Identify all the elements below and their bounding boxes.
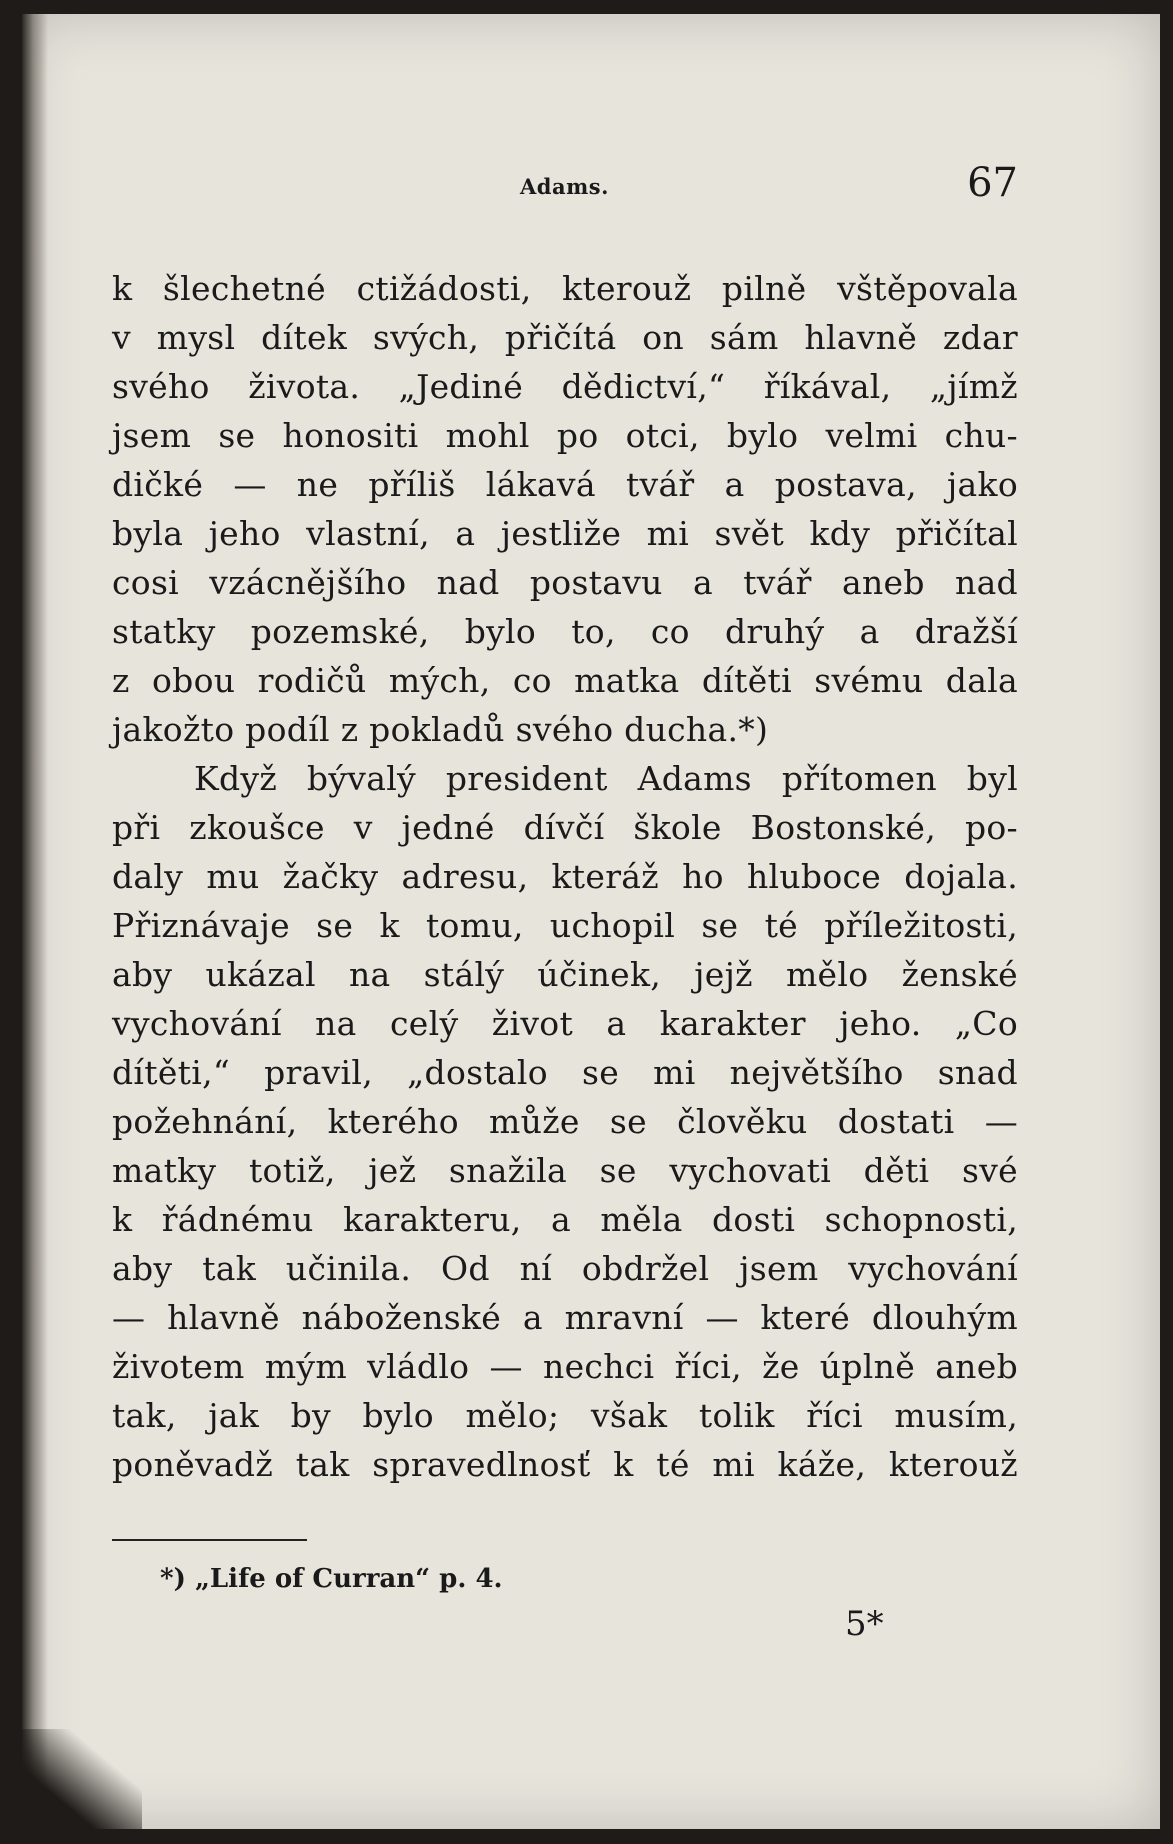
text-line: životem mým vládlo — nechci říci, že úplně aneb <box>112 1347 1018 1386</box>
footnote-rule <box>112 1539 307 1541</box>
text-line: cosi vzácnějšího nad postavu a tvář aneb nad <box>112 563 1018 602</box>
page-corner-shadow <box>22 1729 142 1829</box>
text-line: statky pozemské, bylo to, co druhý a dražší <box>112 612 1018 651</box>
book-page <box>22 14 1160 1829</box>
text-line: k řádnému karakteru, a měla dosti schopnosti, <box>112 1200 1018 1239</box>
text-line: aby ukázal na stálý účinek, jejž mělo ženské <box>112 955 1018 994</box>
text-line: dičké — ne příliš lákavá tvář a postava, jako <box>112 465 1018 504</box>
page-header <box>112 160 1018 220</box>
text-line: daly mu žačky adresu, kteráž ho hluboce dojala. <box>112 857 1018 896</box>
text-line: dítěti,“ pravil, „dostalo se mi největšího snad <box>112 1053 1018 1092</box>
text-line-paragraph-end: jakožto podíl z pokladů svého ducha.*) <box>112 710 769 749</box>
text-line: k šlechetné ctižádosti, kterouž pilně vštěpovala <box>112 269 1018 308</box>
text-line: tak, jak by bylo mělo; však tolik říci musím, <box>112 1396 1018 1435</box>
signature-mark: 5* <box>845 1604 884 1644</box>
text-line: matky totiž, jež snažila se vychovati děti své <box>112 1151 1018 1190</box>
text-line: v mysl dítek svých, přičítá on sám hlavně zdar <box>112 318 1018 357</box>
text-line-paragraph-start: Když bývalý president Adams přítomen byl <box>194 759 1018 798</box>
text-line: Přiznávaje se k tomu, uchopil se té příležitosti, <box>112 906 1018 945</box>
text-line: aby tak učinila. Od ní obdržel jsem vychování <box>112 1249 1018 1288</box>
text-line: při zkoušce v jedné dívčí škole Bostonské, po- <box>112 808 1018 847</box>
running-head: Adams. <box>520 174 609 199</box>
text-line: byla jeho vlastní, a jestliže mi svět kdy přičítal <box>112 514 1018 553</box>
body-text <box>112 264 1018 1489</box>
text-line: vychování na celý život a karakter jeho. „Co <box>112 1004 1018 1043</box>
text-line: požehnání, kterého může se člověku dostati — <box>112 1102 1018 1141</box>
text-line: poněvadž tak spravedlnosť k té mi káže, kterouž <box>112 1445 1018 1484</box>
text-line: svého života. „Jediné dědictví,“ říkával, „jímž <box>112 367 1018 406</box>
footnote: *) „Life of Curran“ p. 4. <box>160 1564 503 1594</box>
text-line: z obou rodičů mých, co matka dítěti svému dala <box>112 661 1018 700</box>
gutter-shadow <box>22 14 48 1829</box>
text-line: — hlavně náboženské a mravní — které dlouhým <box>112 1298 1018 1337</box>
text-line: jsem se honositi mohl po otci, bylo velmi chu- <box>112 416 1018 455</box>
page-number: 67 <box>967 160 1018 206</box>
